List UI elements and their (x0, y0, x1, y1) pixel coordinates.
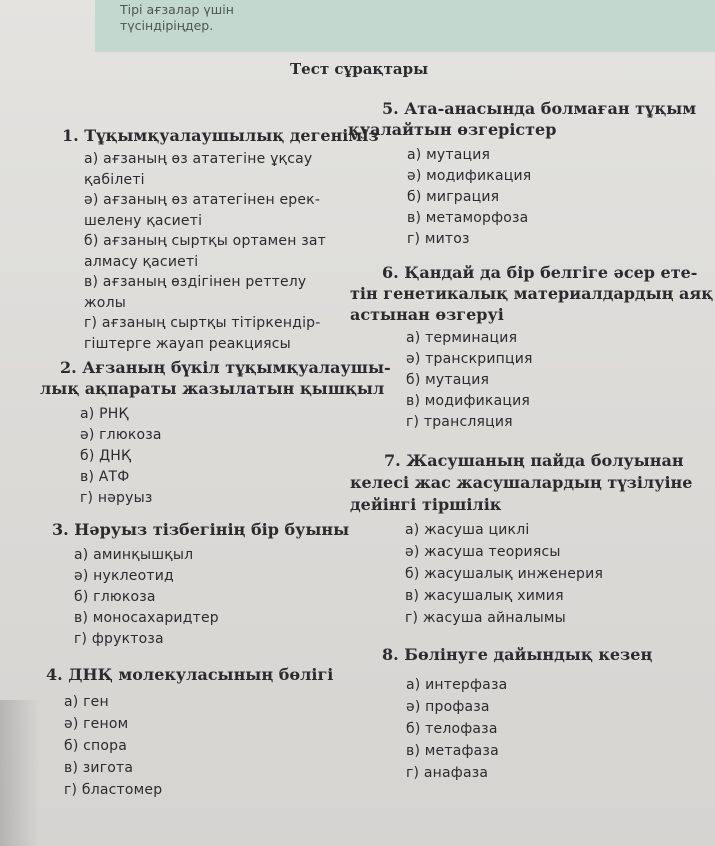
question-7-options (405, 519, 603, 629)
option: в) метаморфоза (407, 210, 529, 226)
option: б) спора (64, 738, 128, 754)
option: ә) ағзаның өз ататегінен ерек- (84, 192, 321, 208)
page-title: Тест сұрақтары (290, 60, 429, 78)
option: а) интерфаза (406, 677, 508, 693)
option: в) моносахаридтер (74, 610, 219, 626)
option: г) нәруыз (80, 490, 153, 506)
question-title-line: дейінгі тіршілік (350, 495, 502, 514)
question-title-line: тін генетикалық материалдардың аяқ (350, 284, 714, 303)
option: г) ағзаның сыртқы тітіркендір- (84, 315, 321, 331)
question-title-line: келесі жас жасушалардың түзілуіне (350, 473, 693, 492)
question-title-line: астынан өзгеруі (350, 305, 504, 324)
question-4-options (64, 691, 162, 801)
option: г) трансляция (406, 414, 513, 430)
option: а) жасуша циклі (405, 522, 530, 538)
page-shadow (0, 700, 40, 846)
question-7 (350, 451, 692, 514)
option: а) ген (64, 694, 109, 710)
option: в) ағзаның өздігінен реттелу (84, 274, 307, 290)
header-line-2: түсіндіріңдер. (120, 18, 214, 33)
option: жолы (84, 294, 126, 311)
option: гіштерге жауап реакциясы (84, 335, 291, 352)
option: а) ағзаның өз ататегіне ұқсау (84, 151, 313, 167)
option: в) жасушалық химия (405, 588, 564, 604)
question-8 (382, 645, 652, 664)
option: г) бластомер (64, 782, 163, 798)
option: алмасу қасиеті (84, 253, 199, 270)
header-line-1: Тірі ағзалар үшін (120, 2, 234, 17)
question-2 (40, 358, 391, 398)
option: б) миграция (407, 189, 500, 205)
option: б) ДНҚ (80, 448, 132, 464)
question-title-line: 2. Ағзаның бүкіл тұқымқуалаушы- (60, 358, 391, 377)
option: б) глюкоза (74, 589, 156, 605)
option: в) АТФ (80, 469, 130, 485)
question-3-options (74, 545, 219, 650)
question-title-line: 5. Ата-анасында болмаған тұқым (382, 99, 697, 118)
option: в) зигота (64, 760, 134, 776)
question-4 (46, 665, 333, 684)
question-3 (52, 520, 349, 539)
option: г) анафаза (406, 765, 489, 781)
question-title-line: 1. Тұқымқуалаушылық дегеніміз (62, 126, 379, 145)
question-1-options (84, 149, 326, 354)
question-title-line: 3. Нәруыз тізбегінің бір буыны (52, 520, 350, 539)
option: а) мутация (407, 147, 491, 163)
question-title-line: 4. ДНҚ молекуласының бөлігі (46, 665, 334, 684)
question-title (62, 126, 379, 145)
option: б) мутация (406, 372, 490, 388)
question-2-options (80, 404, 162, 509)
option: б) телофаза (406, 721, 498, 737)
question-title-line: қуалайтын өзгерістер (348, 120, 557, 139)
option: б) ағзаның сыртқы ортамен зат (84, 233, 327, 249)
option: ә) геном (64, 716, 129, 732)
option: г) жасуша айналымы (405, 610, 566, 626)
option: ә) профаза (406, 699, 490, 715)
option: ә) глюкоза (80, 427, 162, 443)
question-6-options (406, 328, 533, 433)
option: а) терминация (406, 330, 518, 346)
question-title-line: 8. Бөлінуге дайындық кезең (382, 645, 653, 664)
question-title-line: 6. Қандай да бір белгіге әсер ете- (382, 263, 698, 282)
question-title-line: лық ақпараты жазылатын қышқыл (40, 379, 385, 398)
question-5 (348, 99, 696, 139)
question-8-options (406, 674, 507, 784)
question-1 (62, 126, 379, 145)
option: а) РНҚ (80, 406, 129, 422)
option: г) фруктоза (74, 631, 164, 647)
question-title-line: 7. Жасушаның пайда болуынан (384, 451, 684, 470)
option: г) митоз (407, 231, 470, 247)
option: в) модификация (406, 393, 531, 409)
option: а) аминқышқыл (74, 547, 194, 563)
option: шелену қасиеті (84, 212, 203, 229)
header-text (120, 2, 234, 34)
option: ә) нуклеотид (74, 568, 174, 584)
question-5-options (407, 145, 531, 250)
question-6 (350, 263, 713, 324)
option: қабілеті (84, 171, 145, 188)
option: б) жасушалық инженерия (405, 566, 604, 582)
option: в) метафаза (406, 743, 499, 759)
option: ә) транскрипция (406, 351, 533, 367)
option: ә) жасуша теориясы (405, 544, 561, 560)
option: ә) модификация (407, 168, 532, 184)
